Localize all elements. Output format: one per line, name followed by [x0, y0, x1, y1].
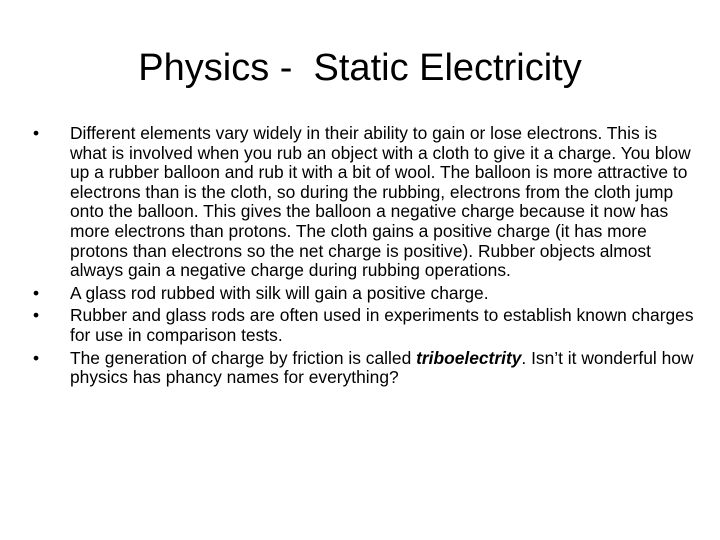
slide-title: Physics - Static Electricity: [138, 47, 582, 89]
triboelectricity-term: triboelectrity: [416, 347, 522, 368]
bullet-text: Different elements vary widely in their ability to gain or lose electrons. This is what is involved when you rub an object with a cloth to give it a charge. You blow up a rubber balloon and rub it with a bit of wool. The balloon is more attractive to electrons than is the cloth, so during the rubbing, electrons from the cloth jump onto the balloon. This gives the balloon a negative charge because it now has more electrons than protons. The cloth gains a positive charge (it has more protons than electrons so the net charge is positive). Rubber objects almost always gain a negative charge during rubbing operations.: [70, 123, 691, 281]
bullet-icon: •: [32, 123, 40, 143]
bullet-text: A glass rod rubbed with silk will gain a positive charge.: [70, 282, 489, 303]
bullet-item: [30, 284, 695, 304]
bullet-list: [30, 124, 695, 391]
bullet-icon: •: [32, 282, 40, 303]
bullet-item: [30, 306, 695, 345]
bullet-item: [30, 349, 695, 388]
bullet-item: [30, 124, 695, 281]
bullet-text: Rubber and glass rods are often used in experiments to establish known charges for use in comparison tests.: [70, 305, 694, 345]
bullet-text-before: The generation of charge by friction is called: [70, 347, 417, 368]
bullet-icon: •: [32, 305, 40, 326]
bullet-icon: •: [32, 347, 40, 368]
bullet-text: [70, 348, 693, 388]
bullet-text-after: . Isn’t it wonderful how physics has phancy names for everything?: [70, 347, 694, 388]
